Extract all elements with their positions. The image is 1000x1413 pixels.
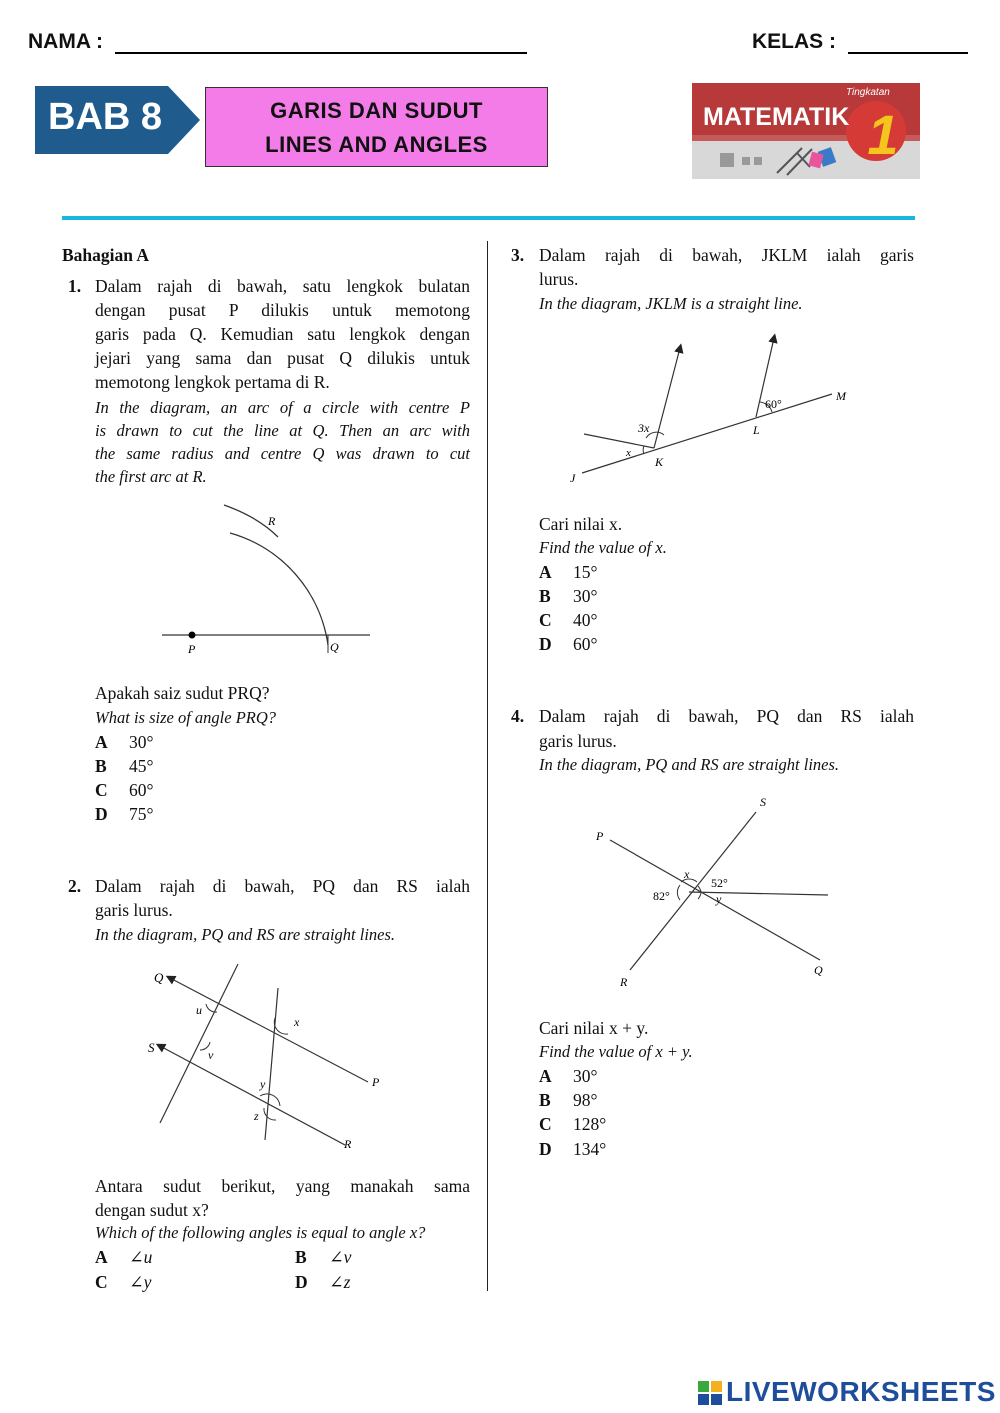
- q1-option-d[interactable]: D 75°: [95, 804, 154, 824]
- q1-malay-line-2: dengan pusat P dilukis untuk memotong: [95, 300, 470, 320]
- q3-question-english: Find the value of x.: [539, 538, 667, 557]
- q3-option-a[interactable]: A 15°: [539, 562, 598, 582]
- q3-english: In the diagram, JKLM is a straight line.: [539, 294, 803, 313]
- q3-option-c[interactable]: C 40°: [539, 610, 598, 630]
- logo-level-label: Tingkatan: [846, 87, 890, 98]
- name-field[interactable]: [28, 30, 527, 54]
- q1-diagram: [150, 495, 390, 665]
- q4-number: 4.: [511, 706, 525, 726]
- q2-label-v: v: [208, 1048, 214, 1062]
- q4-malay-line-2: garis lurus.: [539, 731, 617, 751]
- column-divider: [487, 241, 488, 1291]
- q1-option-a[interactable]: A 30°: [95, 732, 154, 752]
- q2-question-malay-line-1: Antara sudut berikut, yang manakah sama: [95, 1176, 470, 1196]
- title-english: LINES AND ANGLES: [265, 132, 488, 157]
- q1-question-english: What is size of angle PRQ?: [95, 708, 277, 727]
- q2-label-x: x: [294, 1015, 300, 1029]
- q4-label-x: x: [684, 867, 690, 881]
- class-label: KELAS :: [752, 30, 836, 53]
- q2-label-p: P: [372, 1075, 380, 1089]
- name-blank[interactable]: [115, 32, 527, 54]
- q1-malay-line-3: garis pada Q. Kemudian satu lengkok dengan: [95, 324, 470, 344]
- q1-english-line-1: In the diagram, an arc of a circle with centre P: [95, 398, 470, 417]
- q3-label-60: 60°: [765, 397, 782, 411]
- q4-option-d[interactable]: D 134°: [539, 1139, 607, 1159]
- q2-label-y: y: [260, 1077, 266, 1091]
- q2-english: In the diagram, PQ and RS are straight lines.: [95, 925, 396, 944]
- q4-option-a[interactable]: A 30°: [539, 1066, 598, 1086]
- q3-number: 3.: [511, 245, 525, 265]
- q2-option-d[interactable]: D ∠z: [295, 1272, 351, 1292]
- q2-diagram: [140, 958, 380, 1158]
- q4-question-english: Find the value of x + y.: [539, 1042, 693, 1061]
- q1-malay-line-5: memotong lengkok pertama di R.: [95, 372, 330, 392]
- q2-option-a[interactable]: A ∠u: [95, 1247, 153, 1267]
- q1-number: 1.: [68, 276, 82, 296]
- q4-label-s: S: [760, 795, 766, 809]
- q2-label-q: Q: [154, 970, 164, 985]
- q2-option-c[interactable]: C ∠y: [95, 1272, 152, 1292]
- q2-question-malay-line-2: dengan sudut x?: [95, 1200, 209, 1220]
- q1-label-q: Q: [330, 640, 339, 654]
- liveworksheets-icon: [698, 1381, 722, 1405]
- q1-english-line-4: the first arc at R.: [95, 467, 207, 486]
- q3-label-j: J: [570, 471, 576, 485]
- q1-english-line-3: the same radius and centre Q was drawn to cut: [95, 444, 470, 463]
- q4-question-malay: Cari nilai x + y.: [539, 1018, 649, 1038]
- q1-option-b[interactable]: B 45°: [95, 756, 154, 776]
- q3-label-k: K: [655, 455, 664, 469]
- q4-label-52: 52°: [711, 876, 728, 890]
- logo-number: 1: [867, 103, 899, 166]
- q4-label-82: 82°: [653, 889, 670, 903]
- chapter-label: BAB 8: [48, 96, 163, 138]
- liveworksheets-brand[interactable]: LIVEWORKSHEETS: [726, 1376, 996, 1407]
- q4-label-y: y: [716, 892, 722, 906]
- q2-label-s: S: [148, 1040, 155, 1055]
- q1-option-c[interactable]: C 60°: [95, 780, 154, 800]
- q1-label-r: R: [268, 514, 276, 528]
- q3-question-malay: Cari nilai x.: [539, 514, 623, 534]
- q2-label-z: z: [254, 1109, 259, 1123]
- q4-malay-line-1: Dalam rajah di bawah, PQ dan RS ialah: [539, 706, 914, 726]
- section-title: Bahagian A: [62, 245, 150, 265]
- q1-label-p: P: [188, 642, 196, 656]
- class-blank[interactable]: [848, 32, 968, 54]
- q2-label-r: R: [344, 1137, 352, 1151]
- logo-title: MATEMATIK: [703, 103, 850, 131]
- title-malay: GARIS DAN SUDUT: [270, 98, 483, 123]
- q4-label-p: P: [596, 829, 604, 843]
- q3-label-x: x: [626, 447, 631, 459]
- q3-diagram: [560, 330, 860, 495]
- q2-number: 2.: [68, 876, 82, 896]
- q2-malay-line-2: garis lurus.: [95, 900, 173, 920]
- q3-malay-line-1: Dalam rajah di bawah, JKLM ialah garis: [539, 245, 914, 265]
- q4-label-r: R: [620, 975, 628, 989]
- header-divider: [62, 216, 915, 220]
- q2-option-b[interactable]: B ∠v: [295, 1247, 352, 1267]
- q3-malay-line-2: lurus.: [539, 269, 579, 289]
- q4-diagram: [580, 790, 850, 1000]
- q3-option-d[interactable]: D 60°: [539, 634, 598, 654]
- q4-english: In the diagram, PQ and RS are straight lines.: [539, 755, 840, 774]
- q3-label-l: L: [753, 423, 760, 437]
- q4-label-q: Q: [814, 963, 823, 977]
- q2-label-u: u: [196, 1003, 202, 1017]
- q4-option-b[interactable]: B 98°: [539, 1090, 598, 1110]
- q2-question-english: Which of the following angles is equal to angle x?: [95, 1223, 426, 1242]
- q3-label-3x: 3x: [638, 421, 650, 435]
- q3-label-m: M: [836, 389, 846, 403]
- q2-malay-line-1: Dalam rajah di bawah, PQ dan RS ialah: [95, 876, 470, 896]
- name-label: NAMA :: [28, 30, 104, 53]
- q1-question-malay: Apakah saiz sudut PRQ?: [95, 683, 270, 703]
- q1-malay-line-4: jejari yang sama dan pusat Q dilukis untuk: [95, 348, 470, 368]
- q3-option-b[interactable]: B 30°: [539, 586, 598, 606]
- q1-english-line-2: is drawn to cut the line at Q. Then an arc with: [95, 421, 470, 440]
- q1-malay-line-1: Dalam rajah di bawah, satu lengkok bulatan: [95, 276, 470, 296]
- q4-option-c[interactable]: C 128°: [539, 1114, 607, 1134]
- class-field[interactable]: [752, 30, 968, 54]
